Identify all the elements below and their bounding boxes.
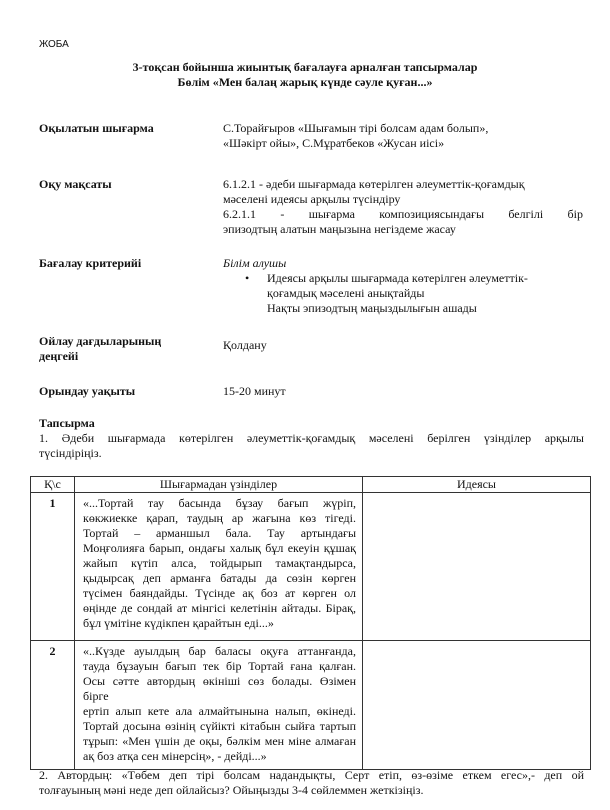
work-label: Оқылатын шығарма [39,121,154,135]
table-header-row [31,477,591,493]
row-number: 1 [31,493,75,641]
excerpt-line: қыдырсақ деп арманға батады да сөзін көрген [83,571,356,585]
excerpt-line: ертіп алып кете ала алмайтынына налып, өкінеді. [83,704,356,718]
question-2-line-1: 2. Автордың: «Төбем деп тірі болсам надандықты, Серт етіп, өз-өзіме еткем егес»,- деп ой [39,768,584,782]
header-excerpts: Шығармадан үзінділер [75,477,363,493]
question-1 [39,431,584,461]
excerpt-line: жайып күтіп алса, тойдырып тамақтандырса, [83,556,356,570]
excerpt-line: бұл үмітіне күдікпен қарайтын еді...» [83,616,274,630]
excerpt-line: Осы сәтте автордың өкініші сөз болады. Өзімен бірге [83,674,356,703]
question-1-line-2: түсіндіріңіз. [39,446,102,460]
goal-2-line-2: эпизодтың алатын маңызына негіздеме жасау [223,222,456,236]
excerpt-cell [75,641,363,770]
task-heading: Тапсырма [39,416,95,430]
work-line-2: «Шәкірт ойы», С.Мұратбеков «Жусан иісі» [223,136,445,150]
title-line-1: 3-тоқсан бойынша жиынтық бағалауға арналған тапсырмалар [132,60,478,74]
excerpt-line: көкжиекке қарап, таудың ар жағына көз тігеді. [83,511,356,525]
excerpt-line: «...Тортай тау басында бұзау бағып жүріп, [83,496,356,510]
criteria-1-line-2: қоғамдық мәселені анықтайды [267,286,425,300]
bullet-icon: • [245,271,250,285]
goal-1-line-2: мәселені идеясы арқылы түсіндіру [223,192,401,206]
work-value [223,121,583,151]
criteria-intro: Білім алушы [223,256,287,270]
goal-1-line-1: 6.1.2.1 - әдеби шығармада көтерілген әлеуметтік-қоғамдық [223,177,525,191]
idea-cell[interactable] [363,493,591,641]
question-2-line-2: толғауының мәні неде деп ойлайсыз? Ойыңызды 3-4 сөйлеммен жеткізіңіз. [39,783,424,797]
excerpt-cell [75,493,363,641]
criteria-label: Бағалау критерийі [39,256,142,270]
excerpt-line: өңінде де сондай ат мінгісі келетінін айтады. Бірақ, [83,601,356,615]
row-number: 2 [31,641,75,770]
table-row [31,641,591,770]
criteria-2: Нақты эпизодтың маңыздылығын ашады [267,301,477,315]
header-idea: Идеясы [363,477,591,493]
thinking-label [39,334,209,364]
thinking-value: Қолдану [223,338,267,352]
work-line-1: С.Торайғыров «Шығамын тірі болсам адам болып», [223,121,489,135]
excerpt-line: Моңғолияға барып, ондағы халық бұл екеуін құшақ [83,541,356,555]
criteria-1-line-1: Идеясы арқылы шығармада көтерілген әлеуметтік- [267,271,528,285]
draft-label: ЖОБА [39,39,69,50]
excerpt-line: тауда бұзауын бағып тек бір Тортай ғана қалған. [83,659,356,673]
document-title [0,60,610,90]
goal-2-line-1: 6.2.1.1 - шығарма композициясындағы белгілі бір [223,207,583,221]
goal-label: Оқу мақсаты [39,177,112,191]
excerpt-line: Тортай досына өзінің сүйікті кітабын сыйға тартып [83,719,356,733]
question-2 [39,768,584,798]
thinking-label-line-1: Ойлау дағдыларының [39,334,162,348]
excerpt-line: тұрып: «Мен үшін де оқы, бәлкім мен міне алмаған [83,734,356,748]
time-value: 15-20 минут [223,384,286,398]
header-number: Қ\с [31,477,75,493]
excerpt-line: «..Күзде ауылдың бар баласы оқуға аттанғанда, [83,644,356,658]
excerpt-line: ақ боз атқа сен мінерсің», - дейді...» [83,749,267,763]
question-1-line-1: 1. Әдеби шығармада көтерілген әлеуметтік-қоғамдық мәселені берілген үзінділер арқылы [39,431,584,445]
idea-cell[interactable] [363,641,591,770]
excerpt-table [30,476,591,770]
criteria-bullet [223,271,583,316]
goal-value [223,177,583,237]
criteria-value [223,256,583,316]
excerpt-line: Тортай – арманшыл бала. Тау артындағы [83,526,356,540]
time-label: Орындау уақыты [39,384,136,398]
thinking-label-line-2: деңгейі [39,349,79,363]
excerpt-line: түсімен баяндайды. Түсінде ақ боз ат көрген ол [83,586,356,600]
table-row [31,493,591,641]
title-line-2: Бөлім «Мен балаң жарық күнде сәуле қуған...» [177,75,433,89]
